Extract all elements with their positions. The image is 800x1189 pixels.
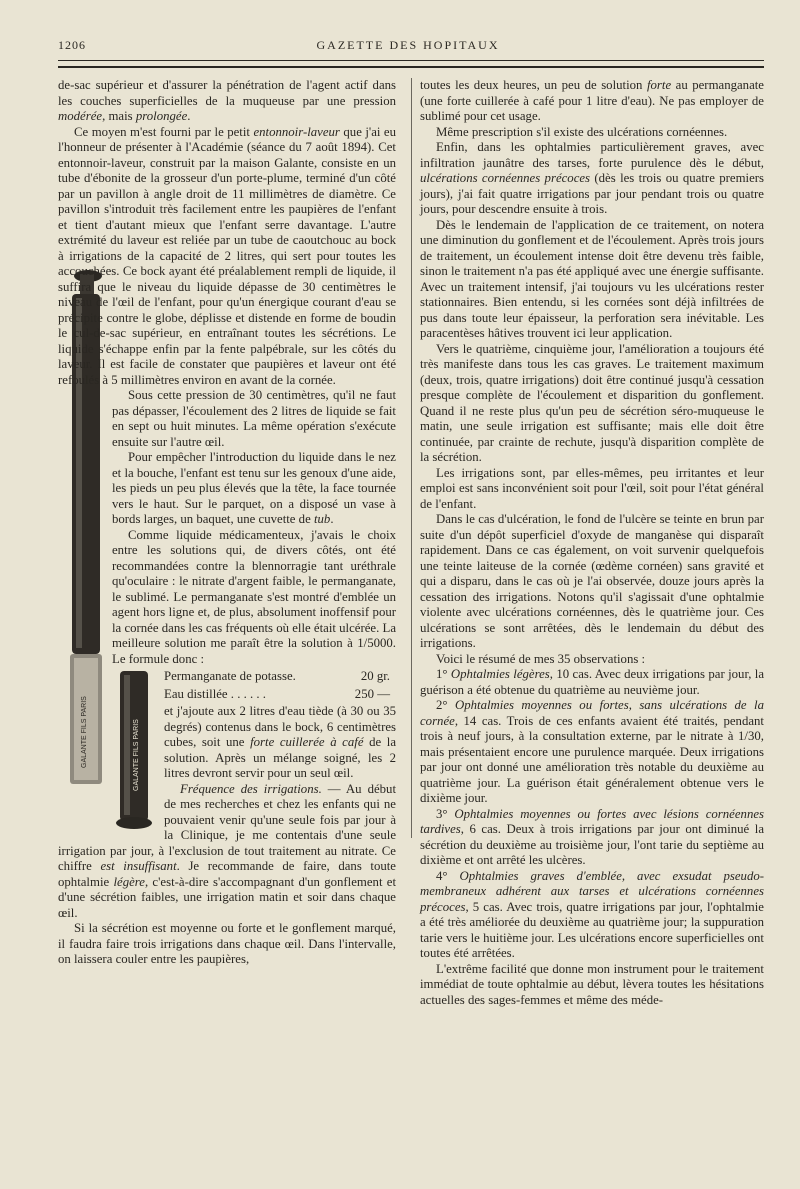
text: que j'ai eu l'honneur de présenter à l'Académie (séance du 7 août 1894). Cet entonnoir-laveur, construit par la maison Galante, consiste en un tube d'ébonite de la grosseur d'un porte-plume, terminé d'un côté par un pavillon à angle droit de 11 millimètres de diamètre. Ce pavillon s'introduit très facilement entre les paupières de l'enfant et tient d'autant mieux que l'enfant serre davantage. L'autre extrémité du laveur est reliée par un tube de caoutchouc au bock à irrigations de la capacité de 2 litres, qui sert pour toutes les accouchées. Ce bock ayant été préalablement rempli de liquide, il suffira que le niveau du liquide dépasse de 30 centimètres le niveau de l'œil de l'enfant, pour qu'un énergique courant d'eau se précipite contre le globe, déplisse et distende en forme de boudin le cul-de-sac supérieur, en entraînant toutes les sécrétions. Le liquide s'échappe enfin par la fente palpébrale, sur les côtés du laveur. Il est facile de constater que paupières et laveur ont été refoulés à 5 millimètres environ en avant de la cornée. xyxy=(58,124,397,387)
text-with-figure xyxy=(58,125,396,387)
emphasis: modérée xyxy=(58,109,103,123)
text: toutes les deux heures, un peu de solution xyxy=(420,78,647,92)
observation-item xyxy=(420,667,764,698)
observation-item xyxy=(420,869,764,962)
text: . xyxy=(330,512,334,526)
item-number: 2° xyxy=(436,698,455,712)
emphasis: entonnoir-laveur xyxy=(253,124,340,139)
paragraph: Dans le cas d'ulcération, le fond de l'ulcère se teinte en brun par suite d'un dépôt superficiel d'oxyde de manganèse qui disparaît rapidement. Dans ce cas également, on voit survenir quelquefois une teinte laiteuse de la cornée (œdème cornéen) sans gravité et qui a disparu, dans le cas où je l'ai observée, douze jours après la cessation des irrigations. Notons qu'il s'agissait d'une ophtalmie violente avec ulcérations cornéennes, dès le quatrième jour. Ces ulcérations se sont arrêtées, dès le lendemain du début des irrigations. xyxy=(420,512,764,650)
formula-ingredient: Permanganate de potasse. xyxy=(164,669,296,683)
paragraph: Voici le résumé de mes 35 observations : xyxy=(436,651,646,666)
paragraph xyxy=(420,78,764,125)
paragraph xyxy=(58,125,396,389)
emphasis: prolongée xyxy=(135,109,188,123)
text: au permanganate (une forte cuillerée à café pour 1 litre d'eau). Ne pas employer de sublimé pour cet usage. xyxy=(420,78,764,123)
section-heading: Fréquence des irrigations. xyxy=(180,781,322,796)
paragraph: Comme liquide médicamenteux, j'avais le choix entre les solutions qui, de divers côtés, ont été recommandées contre la blennorragie tant uréthrale qu'oculaire : le nitrate d'argent faible, le permanganate, le sublimé. Le permanganate s'est montré d'emblée un agent hors ligne et, de plus, absolument inoffensif pour la cornée dans les cas fréquents où elle était ulcérée. La meilleure solution me paraît être la solution à 1/5000. Le formule donc : xyxy=(112,527,396,666)
paragraph: Même prescription s'il existe des ulcérations cornéennes. xyxy=(436,124,728,139)
journal-title: GAZETTE DES HOPITAUX xyxy=(316,38,500,52)
item-number: 3° xyxy=(436,806,455,821)
right-column xyxy=(420,78,764,1008)
paragraph: L'extrême facilité que donne mon instrument pour le traitement immédiat de toute ophtalmie au début, lèvera toutes les hésitations actuelles des sages-femmes et même des méde- xyxy=(420,961,764,1007)
text: . xyxy=(187,109,191,123)
text: , 14 cas. Trois de ces enfants avaient été traités, pendant trois à neuf jours, à la consultation externe, par le nitrate à 1/30, mais présentaient encore une purulence marquée. Deux irrigations par jour ont donné une amélioration très notable du deuxième au quatrième jour. La guérison était généralement obtenue vers le dixième jour. xyxy=(420,713,764,805)
paragraph: Si la sécrétion est moyenne ou forte et le gonflement marqué, il faudra faire trois irrigations dans chaque œil. Dans l'intervalle, on laissera couler entre les paupières, xyxy=(58,921,396,966)
short-tube-icon xyxy=(112,671,156,831)
paragraph xyxy=(58,450,396,528)
observation-item xyxy=(420,807,764,869)
paragraph xyxy=(58,782,396,922)
header-rule xyxy=(58,60,764,61)
observation-item xyxy=(420,698,764,807)
paragraph: Les irrigations sont, par elles-mêmes, peu irritantes et leur emploi est sans inconvénient soit pour l'œil, soit pour l'état général de l'enfant. xyxy=(420,465,764,511)
text: , mais xyxy=(102,109,136,123)
formula-ingredient: Eau distillée . . . . . . xyxy=(164,686,267,701)
paragraph xyxy=(420,140,764,218)
text: Pour empêcher l'introduction du liquide dans le nez et la bouche, l'enfant est tenu sur les genoux d'une aide, les pieds un peu plus élevés que la tête, la face tournée vers le haut. Sur le parquet, on a disposé un vase à bords larges, un baquet, une cuvette de xyxy=(112,450,396,526)
text: — Au début de mes recherches et chez les enfants qui ne pouvaient venir qu'une seule fois par jour à la Clinique, je me contentais d'une seule irrigation par jour, à l'exclusion de tout traitement au nitrate. Ce chiffre xyxy=(58,781,397,873)
page-number: 1206 xyxy=(58,38,86,52)
emphasis: Ophtalmies légères xyxy=(450,667,550,681)
emphasis: Ophtalmies moyennes ou fortes avec lésions cornéennes tardives xyxy=(420,806,764,836)
text: de la solution. Après un mélange soigné, les 2 litres devront servir pour un seul œil. xyxy=(164,735,396,780)
emphasis: ulcérations cornéennes précoces xyxy=(420,171,591,185)
text: , 10 cas. Avec deux irrigations par jour, la guérison a été obtenue du quatrième au neuvième jour. xyxy=(420,667,765,697)
svg-text:GALANTE FILS PARIS: GALANTE FILS PARIS xyxy=(133,719,140,791)
item-number: 1° xyxy=(436,667,451,681)
emphasis: légère xyxy=(113,874,145,889)
item-number: 4° xyxy=(436,868,460,883)
small-tube-illustration xyxy=(112,671,156,831)
emphasis: Ophtalmies graves d'emblée, avec exsudat pseudo-membraneux adhérent aux tarses et ulcérations cornéennes précoces xyxy=(420,868,765,914)
text: . Je recommande de faire, dans toute ophtalmie xyxy=(58,859,396,889)
emphasis: Ophtalmies moyennes ou fortes, sans ulcérations de la cornée xyxy=(420,698,765,728)
paragraph: Vers le quatrième, cinquième jour, l'amélioration a toujours été très manifeste dans tous les cas graves. Le traitement maximum (deux, trois, quatre irrigations) doit être continué jusqu'à cessation presque complète de l'écoulement et disparition du gonflement. Quand il ne reste plus qu'un peu de sécrétion séro-muqueuse le matin, une seule irrigation est suffisante; mais elle doit être continuée, par crainte de rechute, jusqu'à disparition complète de la sécrétion. xyxy=(420,341,764,464)
svg-text:GALANTE FILS PARIS: GALANTE FILS PARIS xyxy=(81,696,88,768)
formula-quantity: 20 gr. xyxy=(360,669,390,683)
emphasis: tub xyxy=(313,512,331,526)
column-separator xyxy=(411,78,412,838)
emphasis: est insuffisant xyxy=(100,859,177,873)
text: , 6 cas. Deux à trois irrigations par jour ont diminué la sécrétion du deuxième au troisième jour, l'ont tarie du septième au dixième et ont arrêté les ulcères. xyxy=(420,822,764,867)
paragraph: Sous cette pression de 30 centimètres, qu'il ne faut pas dépasser, l'écoulement des 2 litres de liquide se fait en sept ou huit minutes. La même opération s'exécute ensuite sur l'autre œil. xyxy=(112,388,396,449)
emphasis: forte cuillerée à café xyxy=(250,735,364,749)
text: , c'est-à-dire s'accompagnant d'un gonflement et d'une sécrétion faibles, une irrigation matin et soir dans chaque œil. xyxy=(58,874,397,920)
paragraph: Dès le lendemain de l'application de ce traitement, on notera une diminution du gonflement et de l'écoulement. Après trois jours de traitement, un écoulement intense doit être devenu très faible, sinon le traitement n'a pas été appliqué avec une énergie suffisante. Avec un traitement intensif, j'ai toujours vu les ulcérations rester stationnaires. Bien entendu, si les cornées sont déjà infiltrées de pus dans toute leur épaisseur, la perforation sera inévitable. Les paracentèses hâtives trouvent ici leur application. xyxy=(420,217,764,340)
text: (dès les trois ou quatre premiers jours), j'ai fait quatre irrigations par jour pendant trois ou quatre jours, pour descendre ensuite à trois. xyxy=(420,171,764,216)
text: Ce moyen m'est fourni par le petit xyxy=(74,124,254,139)
formula-quantity: 250 — xyxy=(354,686,390,701)
left-column xyxy=(58,78,396,968)
text: Enfin, dans les ophtalmies particulièrement graves, avec infiltration jaunâtre des tarses, forte purulence dès le début, xyxy=(420,140,764,170)
paragraph xyxy=(58,704,396,782)
text: , 5 cas. Avec trois, quatre irrigations par jour, l'ophtalmie a été très améliorée du deuxième au quatrième jour; la suppuration tarie vers le huitième jour. Les ulcérations encore superficielles ont toutes été arrêtées. xyxy=(420,899,764,960)
text: de-sac supérieur et d'assurer la pénétration de l'agent actif dans les couches superficielles de la muqueuse par une pression xyxy=(58,78,396,108)
header-double-rule xyxy=(58,66,764,68)
page-header xyxy=(58,38,758,58)
emphasis: forte xyxy=(646,78,672,92)
paragraph xyxy=(58,78,396,125)
text: et j'ajoute aux 2 litres d'eau tiède (à 30 ou 35 degrés) contenus dans le bock, 6 centimètres cubes, soit une xyxy=(164,704,396,749)
